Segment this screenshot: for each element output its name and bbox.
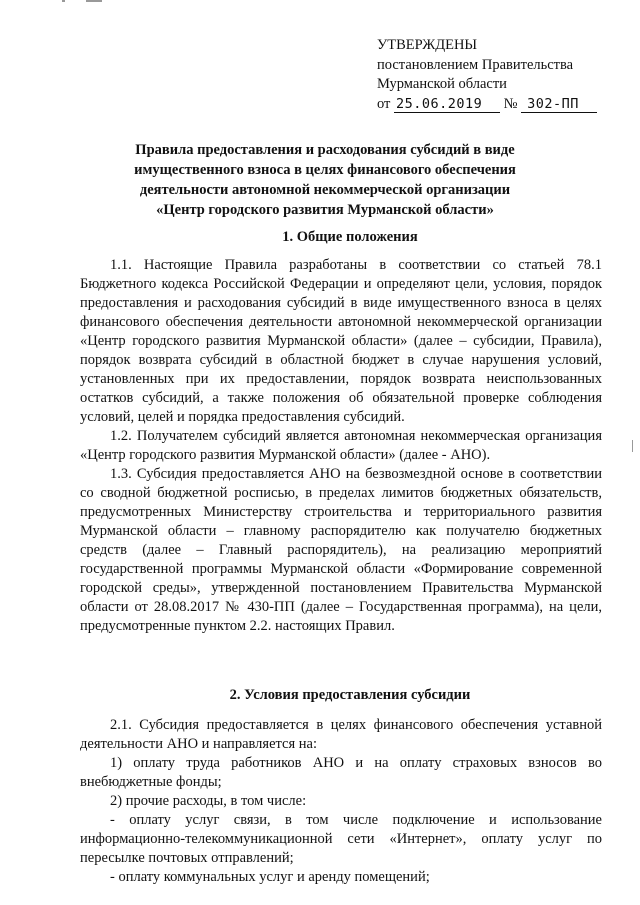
scan-mark bbox=[62, 0, 65, 2]
scan-mark bbox=[632, 440, 633, 452]
approval-date-line bbox=[377, 95, 617, 115]
section-body bbox=[80, 256, 602, 636]
paragraph: - оплату услуг связи, в том числе подключение и использование информационно-телекоммуникационной сети «Интернет», оплату услуг по пересылке почтовых отправлений; bbox=[80, 812, 602, 866]
approval-number: 302-ПП bbox=[521, 96, 597, 113]
scan-mark bbox=[86, 0, 102, 2]
paragraph: 1.1. Настоящие Правила разработаны в соответствии со статьей 78.1 Бюджетного кодекса Российской Федерации и определяют цели, условия, порядок предоставления и расходования субсидий в виде имущественного взноса в целях финансового обеспечения деятельности автономной некоммерческой организации «Центр городского развития Мурманской области» (далее – субсидии, Правила), порядок возврата субсидий в областной бюджет в случае нарушения условий, установленных при их предоставлении, порядок возврата неиспользованных остатков субсидий, а также положения об обязательной проверке соблюдения условий, целей и порядка предоставления субсидий. bbox=[80, 257, 602, 425]
title-line: деятельности автономной некоммерческой организации bbox=[139, 182, 511, 198]
number-sign: № bbox=[503, 95, 518, 112]
paragraph: 2.1. Субсидия предоставляется в целях финансового обеспечения уставной деятельности АНО и направляется на: bbox=[80, 717, 602, 752]
document-title bbox=[110, 140, 540, 220]
approval-line: постановлением Правительства bbox=[377, 56, 574, 73]
section-body bbox=[80, 716, 602, 887]
paragraph: 1) оплату труда работников АНО и на оплату страховых взносов во внебюджетные фонды; bbox=[80, 755, 602, 790]
title-line: Правила предоставления и расходования субсидий в виде bbox=[135, 142, 515, 158]
approval-stamp bbox=[377, 36, 617, 114]
title-line: имущественного взноса в целях финансового обеспечения bbox=[134, 162, 516, 178]
paragraph: - оплату коммунальных услуг и аренду помещений; bbox=[110, 869, 430, 885]
section-heading: 1. Общие положения bbox=[282, 229, 418, 245]
title-line: «Центр городского развития Мурманской области» bbox=[156, 202, 494, 218]
date-prefix: от bbox=[377, 95, 391, 112]
paragraph: 1.3. Субсидия предоставляется АНО на безвозмездной основе в соответствии со сводной бюджетной росписью, в пределах лимитов бюджетных обязательств, предусмотренных Министерству строительства и территориального развития Мурманской области – главному распорядителю как получателю бюджетных средств (далее – Главный распорядитель), на реализацию мероприятий государственной программы Мурманской области «Формирование современной городской среды», утвержденной постановлением Правительства Мурманской области от 28.08.2017 № 430-ПП (далее – Государственная программа), на цели, предусмотренные пунктом 2.2. настоящих Правил. bbox=[80, 466, 602, 634]
paragraph: 1.2. Получателем субсидий является автономная некоммерческая организация «Центр городского развития Мурманской области» (далее - АНО). bbox=[80, 428, 602, 463]
approval-title: УТВЕРЖДЕНЫ bbox=[377, 37, 478, 53]
section-heading: 2. Условия предоставления субсидии bbox=[229, 687, 471, 703]
approval-line: Мурманской области bbox=[377, 76, 507, 92]
approval-date: 25.06.2019 bbox=[394, 96, 500, 113]
paragraph: 2) прочие расходы, в том числе: bbox=[110, 793, 307, 809]
